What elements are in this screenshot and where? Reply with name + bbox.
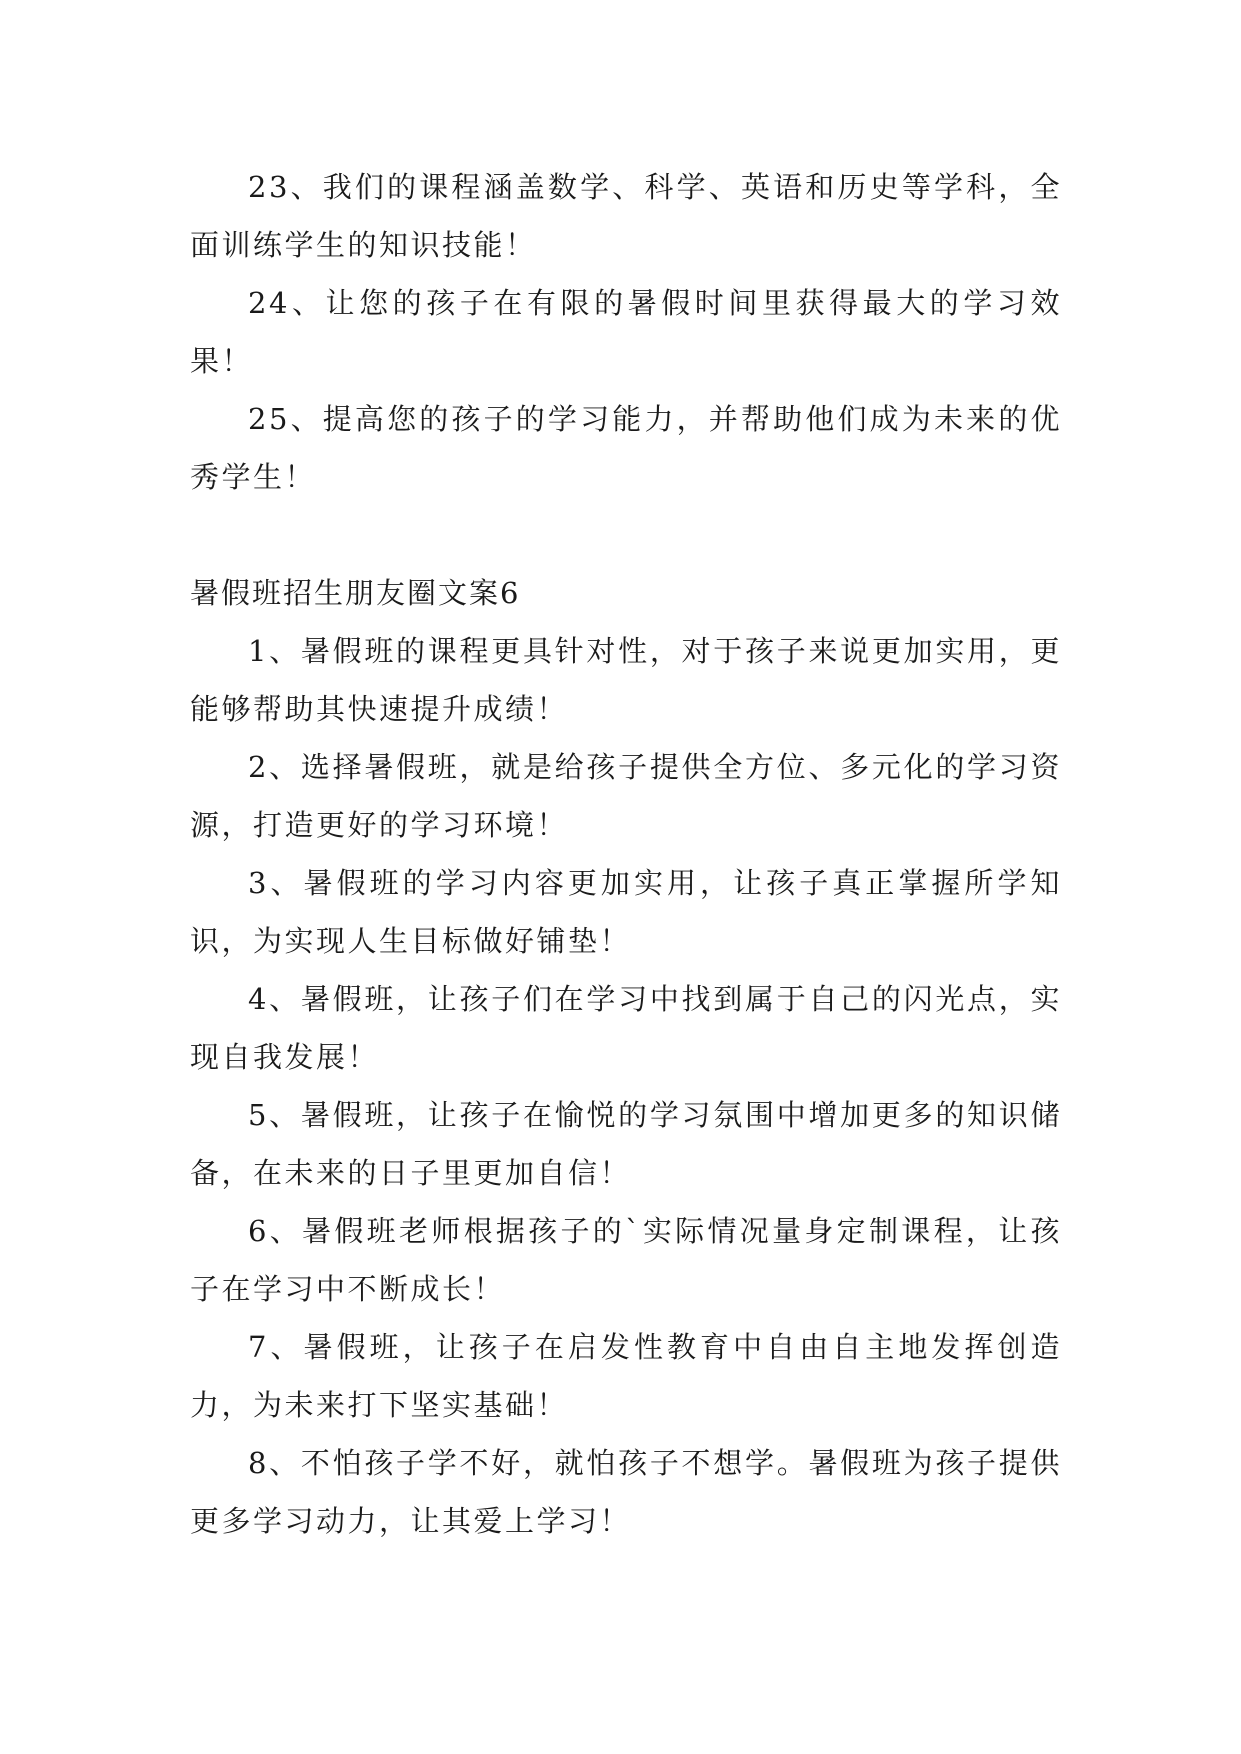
list-item-5: 5、暑假班，让孩子在愉悦的学习氛围中增加更多的知识储备，在未来的日子里更加自信！ — [190, 1098, 1062, 1190]
list-item-25: 25、提高您的孩子的学习能力，并帮助他们成为未来的优秀学生！ — [190, 402, 1062, 494]
list-item-2: 2、选择暑假班，就是给孩子提供全方位、多元化的学习资源，打造更好的学习环境！ — [190, 750, 1062, 842]
list-item-8: 8、不怕孩子学不好，就怕孩子不想学。暑假班为孩子提供更多学习动力，让其爱上学习！ — [190, 1446, 1062, 1538]
list-item-3: 3、暑假班的学习内容更加实用，让孩子真正掌握所学知识，为实现人生目标做好铺垫！ — [190, 866, 1062, 958]
section-title: 暑假班招生朋友圈文案6 — [190, 576, 521, 610]
list-item-7: 7、暑假班，让孩子在启发性教育中自由自主地发挥创造力，为未来打下坚实基础！ — [190, 1330, 1062, 1422]
list-item-23: 23、我们的课程涵盖数学、科学、英语和历史等学科，全面训练学生的知识技能！ — [190, 170, 1062, 262]
list-item-1: 1、暑假班的课程更具针对性，对于孩子来说更加实用，更能够帮助其快速提升成绩！ — [190, 634, 1062, 726]
list-item-24: 24、让您的孩子在有限的暑假时间里获得最大的学习效果！ — [190, 286, 1062, 378]
section-gap — [190, 506, 1062, 564]
document-body — [190, 158, 1062, 1550]
list-item-6: 6、暑假班老师根据孩子的`实际情况量身定制课程，让孩子在学习中不断成长！ — [190, 1214, 1062, 1306]
list-item-4: 4、暑假班，让孩子们在学习中找到属于自己的闪光点，实现自我发展！ — [190, 982, 1062, 1074]
